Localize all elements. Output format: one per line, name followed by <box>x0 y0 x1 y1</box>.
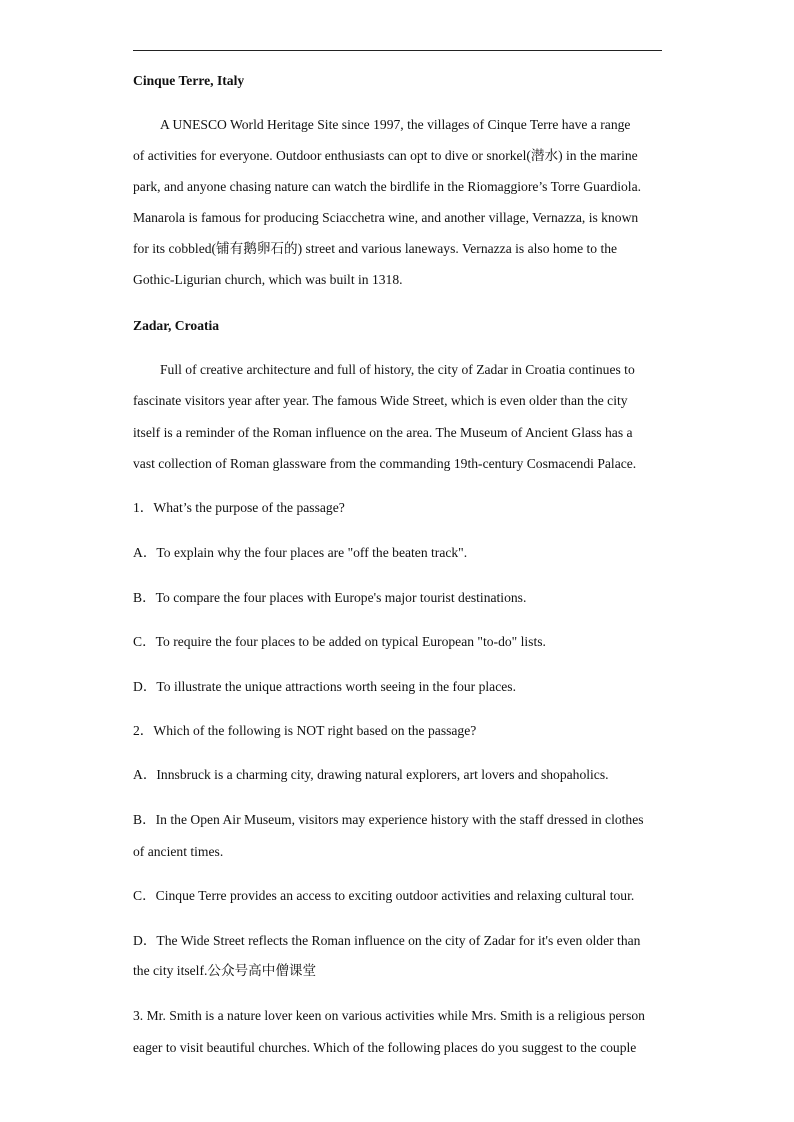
paragraph-line: Gothic-Ligurian church, which was built in 1318. <box>133 272 403 287</box>
answer-option: D．To illustrate the unique attractions worth seeing in the four places. <box>133 679 516 694</box>
question-stem: 3. Mr. Smith is a nature lover keen on various activities while Mrs. Smith is a religious person <box>133 1008 645 1023</box>
paragraph-line: of activities for everyone. Outdoor enthusiasts can opt to dive or snorkel(潜水) in the marine <box>133 148 638 163</box>
paragraph-line: A UNESCO World Heritage Site since 1997, the villages of Cinque Terre have a range <box>160 117 631 132</box>
answer-option: A．Innsbruck is a charming city, drawing natural explorers, art lovers and shopaholics. <box>133 767 609 782</box>
top-rule <box>133 50 662 51</box>
paragraph-line: itself is a reminder of the Roman influence on the area. The Museum of Ancient Glass has a <box>133 425 633 440</box>
paragraph-line: Manarola is famous for producing Sciacchetra wine, and another village, Vernazza, is known <box>133 210 639 225</box>
question-stem: 1．What’s the purpose of the passage? <box>133 500 345 515</box>
paragraph-line: Full of creative architecture and full of history, the city of Zadar in Croatia continues to <box>160 362 635 377</box>
answer-option-continuation: the city itself.公众号高中僧课堂 <box>133 963 317 978</box>
section-heading: Zadar, Croatia <box>133 318 220 333</box>
paragraph-line: vast collection of Roman glassware from the commanding 19th-century Cosmacendi Palace. <box>133 456 637 471</box>
answer-option-continuation: of ancient times. <box>133 844 224 859</box>
answer-option: A．To explain why the four places are "off the beaten track". <box>133 545 468 560</box>
question-stem-continuation: eager to visit beautiful churches. Which of the following places do you suggest to the couple <box>133 1040 637 1055</box>
question-stem: 2．Which of the following is NOT right based on the passage? <box>133 723 477 738</box>
answer-option: C．Cinque Terre provides an access to exciting outdoor activities and relaxing cultural tour. <box>133 888 635 903</box>
section-heading: Cinque Terre, Italy <box>133 73 245 88</box>
paragraph-line: park, and anyone chasing nature can watch the birdlife in the Riomaggiore’s Torre Guardiola. <box>133 179 642 194</box>
paragraph-line: for its cobbled(铺有鹅卵石的) street and various laneways. Vernazza is also home to the <box>133 241 618 256</box>
answer-option: B．In the Open Air Museum, visitors may experience history with the staff dressed in clothes <box>133 812 644 827</box>
answer-option: C．To require the four places to be added on typical European "to-do" lists. <box>133 634 546 649</box>
answer-option: B．To compare the four places with Europe's major tourist destinations. <box>133 590 527 605</box>
answer-option: D．The Wide Street reflects the Roman influence on the city of Zadar for it's even older than <box>133 933 641 948</box>
paragraph-line: fascinate visitors year after year. The famous Wide Street, which is even older than the city <box>133 393 628 408</box>
